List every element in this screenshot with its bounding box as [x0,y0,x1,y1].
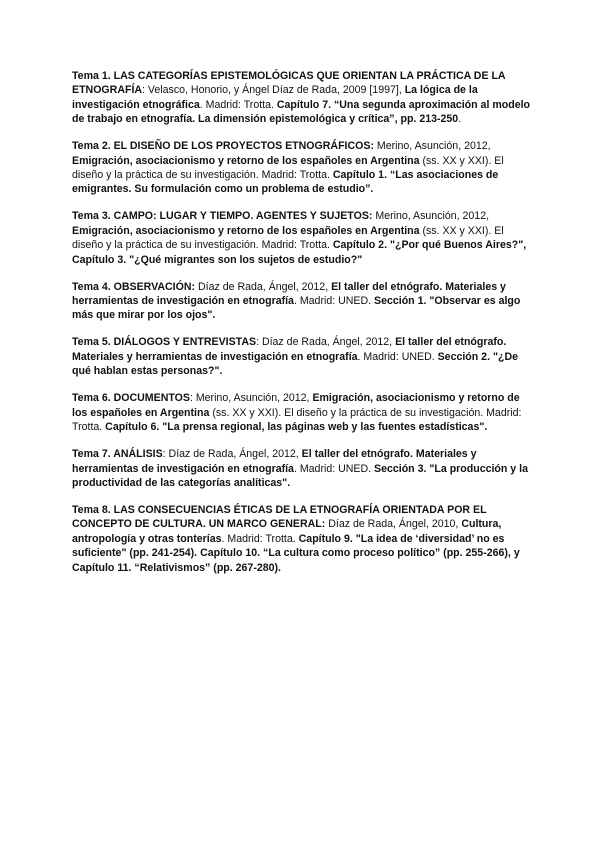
topic-heading: Tema 4. OBSERVACIÓN: [72,280,196,293]
citation-author: : Merino, Asunción, 2012, [189,392,313,405]
chapter-reference: Capítulo 9. "La idea de ‘diversidad’ no es suficiente" (pp. 241-254). Capítulo 10. “La cultura como proceso político” (pp. 255-266), y Capítulo 11. “Relativismos” (pp. 267-280). [72,532,520,574]
citation-author: Merino, Asunción, 2012, [372,210,490,223]
citation-publisher: . Madrid: UNED. [357,350,438,363]
topic-entry-2 [72,139,532,197]
chapter-reference: Capítulo 1. “Las asociaciones de emigrantes. Su formulación como un problema de estudio”. [72,169,499,196]
topic-entry-3 [72,209,532,267]
topic-heading: Tema 8. LAS CONSECUENCIAS ÉTICAS DE LA ETNOGRAFÍA ORIENTADA POR EL CONCEPTO DE CULTURA. UN MARCO GENERAL: [72,503,487,531]
citation-author: Merino, Asunción, 2012, [373,140,491,153]
topic-entry-1 [72,69,532,127]
topic-entry-4 [72,280,532,323]
citation-author: Díaz de Rada, Ángel, 2010, [325,518,462,531]
topic-heading: Tema 5. DIÁLOGOS Y ENTREVISTAS [72,336,257,349]
citation-publisher: . Madrid: UNED. [293,462,375,475]
citation-author: : Díaz de Rada, Ángel, 2012, [162,448,302,461]
topic-heading: Tema 3. CAMPO: LUGAR Y TIEMPO. AGENTES Y SUJETOS: [72,210,373,223]
citation-author: : Velasco, Honorio, y Ángel Díaz de Rada, 2009 [1997], [142,84,405,97]
chapter-reference: Sección 1. "Observar es algo más que mirar por los ojos". [72,295,521,322]
topic-entry-5 [72,335,532,378]
book-title: El taller del etnógrafo. Materiales y herramientas de investigación en etnografía [72,448,477,475]
book-title: Cultura, antropología y otras tonterías [72,518,502,545]
citation-publisher: . Madrid: Trotta. [221,532,299,545]
citation-author: Díaz de Rada, Ángel, 2012, [195,280,332,293]
citation-publisher: (ss. XX y XXI). El diseño y la práctica de su investigación. Madrid: Trotta. [72,154,504,182]
topic-heading: Tema 6. DOCUMENTOS [72,392,190,405]
book-title: Emigración, asociacionismo y retorno de los españoles en Argentina [72,154,420,167]
citation-publisher: (ss. XX y XXI). El diseño y la práctica de su investigación. Madrid: Trotta. [72,224,504,252]
citation-author: : Díaz de Rada, Ángel, 2012, [256,336,396,349]
citation-publisher: (ss. XX y XXI). El diseño y la práctica de su investigación. Madrid: Trotta. [72,406,522,434]
topic-heading: Tema 2. EL DISEÑO DE LOS PROYECTOS ETNOGRÁFICOS: [72,140,374,153]
chapter-reference: Sección 2. "¿De qué hablan estas personas?". [72,350,518,378]
topic-list [72,69,532,588]
citation-publisher: . Madrid: Trotta. [199,98,277,111]
book-title: El taller del etnógrafo. Materiales y herramientas de investigación en etnografía [72,336,507,363]
chapter-reference: Capítulo 2. "¿Por qué Buenos Aires?", Capítulo 3. "¿Qué migrantes son los sujetos de estudio?" [72,239,527,266]
topic-entry-7 [72,447,532,490]
topic-heading: Tema 1. LAS CATEGORÍAS EPISTEMOLÓGICAS QUE ORIENTAN LA PRÁCTICA DE LA ETNOGRAFÍA [72,70,506,97]
book-title: Emigración, asociacionismo y retorno de los españoles en Argentina [72,224,420,237]
citation-publisher: . Madrid: UNED. [293,295,375,308]
topic-entry-8 [72,503,532,575]
chapter-reference: Sección 3. "La producción y la productividad de las categorías analíticas". [72,462,528,489]
book-title: La lógica de la investigación etnográfica [72,84,478,111]
chapter-reference: Capítulo 7. “Una segunda aproximación al modelo de trabajo en etnografía. La dimensión epistemológica y crítica”, pp. 213-250 [72,98,531,126]
book-title: El taller del etnógrafo. Materiales y herramientas de investigación en etnografía [72,280,506,308]
book-title: Emigración, asociacionismo y retorno de los españoles en Argentina [72,392,520,419]
chapter-reference: Capítulo 6. "La prensa regional, las páginas web y las fuentes estadísticas". [105,421,488,434]
topic-heading: Tema 7. ANÁLISIS [72,448,163,461]
citation-end: . [458,113,462,126]
topic-entry-6 [72,391,532,434]
